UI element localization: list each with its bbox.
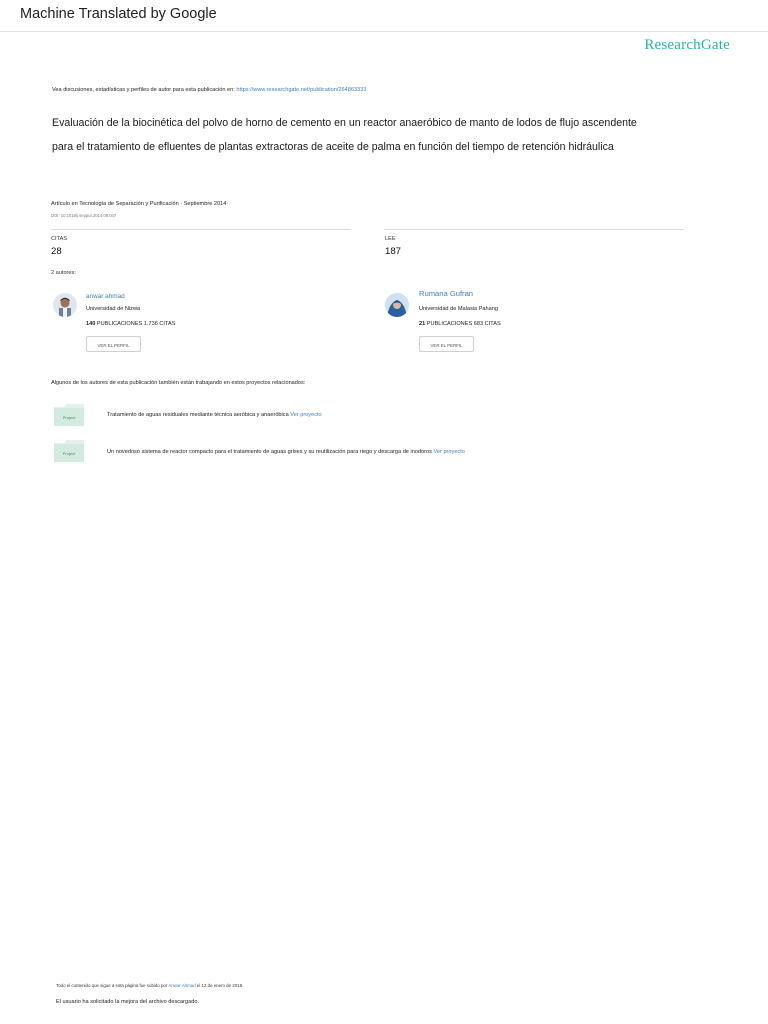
author-photo-icon bbox=[385, 293, 409, 317]
project-folder-icon[interactable] bbox=[54, 404, 84, 426]
author-affiliation: Universidad de Nizwa bbox=[86, 306, 141, 312]
upload-prefix: Todo el contenido que sigue a esta página fue subido por bbox=[56, 983, 168, 988]
project-icon-label: Project bbox=[62, 451, 76, 456]
article-info bbox=[51, 201, 226, 207]
upload-suffix: el 12 de enero de 2018. bbox=[196, 983, 244, 988]
avatar[interactable] bbox=[385, 293, 409, 317]
authors-count: 2 autores: bbox=[51, 270, 76, 276]
view-profile-button[interactable]: VER EL PERFIL bbox=[86, 336, 141, 352]
reads-value: 187 bbox=[385, 246, 402, 257]
banner-divider bbox=[0, 31, 768, 32]
reads-divider bbox=[384, 229, 684, 230]
author-pubs-count: 140 bbox=[86, 321, 96, 327]
folder-shape bbox=[54, 404, 84, 426]
machine-translated-banner: Machine Translated by Google bbox=[20, 6, 217, 22]
author-pubs-count: 21 bbox=[419, 321, 426, 327]
researchgate-logo[interactable]: ResearchGate bbox=[644, 37, 730, 53]
author-photo-icon bbox=[53, 293, 77, 317]
publication-url-link[interactable]: https://www.researchgate.net/publication/264863333 bbox=[236, 87, 367, 93]
article-date: · Septiembre 2014 bbox=[180, 201, 227, 207]
journal-name: Tecnología de Separación y Purificación bbox=[79, 201, 179, 207]
discussion-text: Vea discusiones, estadísticas y perfiles de autor para esta publicación en: bbox=[52, 87, 235, 93]
uploader-link[interactable]: Anwar Ahmad bbox=[168, 983, 196, 988]
paper-title-line-1: Evaluación de la biocinética del polvo de horno de cemento en un reactor anaeróbico de manto de lodos de flujo ascendente bbox=[52, 117, 637, 129]
related-projects-heading: Algunos de los autores de esta publicación también están trabajando en estos proyectos relacionados: bbox=[51, 380, 306, 386]
project-folder-icon[interactable] bbox=[54, 440, 84, 462]
discussion-line bbox=[52, 87, 366, 93]
upload-note bbox=[56, 983, 243, 988]
paper-title-line-2: para el tratamiento de efluentes de plantas extractoras de aceite de palma en función del tiempo de retención hidráulica bbox=[52, 141, 614, 153]
project-item bbox=[107, 412, 322, 418]
project-description: Tratamiento de aguas residuales mediante técnica aeróbica y anaeróbica bbox=[107, 412, 289, 418]
enhancement-note: El usuario ha solicitado la mejora del archivo descargado. bbox=[56, 999, 200, 1005]
reads-label: LEE bbox=[385, 236, 396, 242]
article-prefix: Artículo en bbox=[51, 201, 78, 207]
view-project-link[interactable]: Ver proyecto bbox=[433, 449, 465, 455]
folder-shape bbox=[54, 440, 84, 462]
avatar[interactable] bbox=[53, 293, 77, 317]
author-stats bbox=[86, 321, 175, 327]
citations-divider bbox=[51, 229, 351, 230]
author-pubs-text: PUBLICACIONES 1.736 CITAS bbox=[96, 321, 176, 327]
project-description: Un novedoso sistema de reactor compacto para el tratamiento de aguas grises y su reutilización para riego y descarga de inodoros bbox=[107, 449, 432, 455]
project-icon-label: Project bbox=[62, 415, 76, 420]
citations-value: 28 bbox=[51, 246, 62, 257]
author-name-link[interactable]: anwar ahmad bbox=[86, 293, 125, 300]
citations-label: CITAS bbox=[51, 236, 68, 242]
view-profile-button[interactable]: VER EL PERFIL bbox=[419, 336, 474, 352]
author-name-link[interactable]: Rumana Gufran bbox=[419, 289, 474, 298]
doi-text: DOI: 10.1016/j.seppur.2014.08.047 bbox=[51, 213, 117, 218]
view-project-link[interactable]: Ver proyecto bbox=[290, 412, 322, 418]
author-stats bbox=[419, 321, 501, 327]
author-pubs-text: PUBLICACIONES 683 CITAS bbox=[426, 321, 501, 327]
project-item bbox=[107, 449, 465, 455]
author-affiliation: Universidad de Malasia Pahang bbox=[419, 306, 498, 312]
